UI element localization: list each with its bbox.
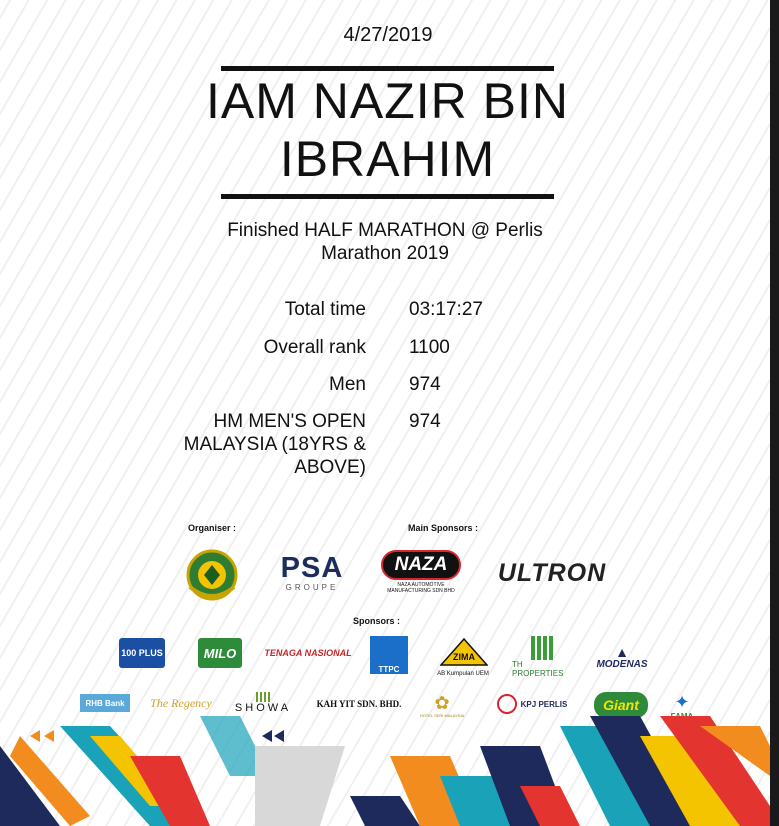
athlete-name: IAM NAZIR BIN IBRAHIM: [205, 73, 570, 187]
ttpc-logo: TTPC: [370, 636, 408, 674]
modenas-text: MODENAS: [596, 658, 648, 670]
th-properties-logo: [512, 636, 572, 678]
th-properties-text: TH PROPERTIES: [512, 660, 564, 678]
fama-icon: ✦: [674, 691, 690, 712]
sponsors-label: Sponsors :: [353, 616, 401, 626]
bottom-divider: [221, 194, 554, 199]
stat-value: 03:17:27: [409, 299, 483, 320]
naza-logo: [378, 546, 464, 598]
psa-groupe-text: GROUPE: [285, 582, 339, 592]
finished-text: Finished HALF MARATHON @ Perlis Marathon 2019: [227, 220, 543, 264]
tnb-logo: TENAGA NASIONAL: [264, 648, 352, 658]
stat-label: Overall rank: [263, 337, 366, 358]
stat-value: 974: [409, 374, 441, 395]
ultron-logo: [490, 558, 614, 588]
stat-label: Total time: [284, 299, 366, 320]
stat-label: HM MEN'S OPEN MALAYSIA (18YRS & ABOVE): [183, 411, 366, 478]
giant-logo: Giant: [594, 692, 648, 718]
modenas-logo: [584, 642, 660, 672]
psa-logo: [272, 548, 352, 596]
event-date: 4/27/2019: [343, 24, 433, 46]
showa-text: SHOWA: [234, 702, 292, 714]
naza-subtext: NAZA AUTOMOTIVE MANUFACTURING SDN BHD: [387, 582, 455, 594]
kpj-text: KPJ PERLIS: [520, 699, 568, 709]
stat-value: 1100: [409, 337, 450, 358]
rhb-logo: RHB Bank: [80, 694, 130, 712]
naza-logo-text: NAZA: [381, 550, 462, 580]
psa-logo-text: PSA: [280, 551, 344, 584]
uem-text: AB Kumpulan UEM: [437, 671, 489, 677]
modenas-icon: ▲: [615, 643, 629, 660]
hotel-flower-icon: ✿: [434, 692, 450, 713]
regency-logo: The Regency: [150, 695, 212, 710]
kpj-logo: [484, 694, 580, 714]
showa-icon: [256, 692, 270, 702]
zima-logo: [440, 638, 488, 666]
organiser-crest-logo: [184, 547, 240, 603]
th-properties-icon: [531, 636, 553, 660]
stat-label: Men: [329, 374, 366, 395]
kah-yit-logo: KAH YIT SDN. BHD.: [316, 699, 402, 709]
right-edge-border: [770, 0, 779, 826]
main-sponsors-label: Main Sponsors :: [408, 523, 479, 533]
kpj-icon: [497, 694, 517, 714]
hotel-text: HOTEL SERI MALAYSIA: [419, 712, 465, 718]
stat-value: 974: [409, 411, 441, 432]
showa-logo: [228, 690, 298, 716]
decorative-geometric-footer: [0, 716, 770, 826]
zima-logo-text: ZIMA: [453, 652, 475, 662]
top-divider: [221, 66, 554, 71]
ultron-logo-text: ULTRON: [497, 558, 607, 587]
organiser-label: Organiser :: [188, 523, 237, 533]
milo-logo: MILO: [198, 638, 242, 668]
100plus-logo: 100 PLUS: [119, 638, 165, 668]
